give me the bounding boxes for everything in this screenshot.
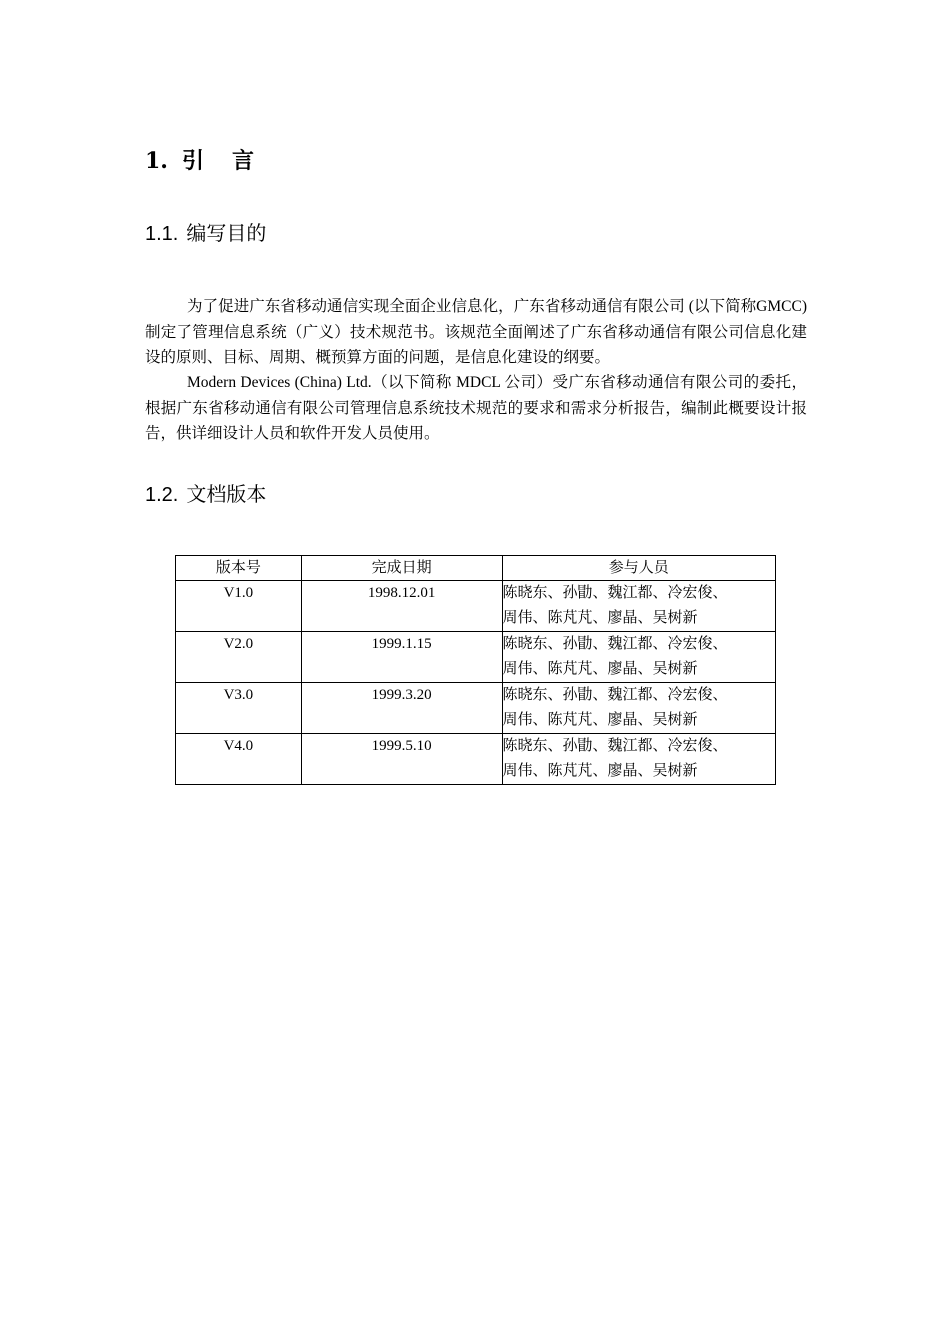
section-number: 1.: [145, 148, 168, 174]
subsection-number: 1.2.: [145, 484, 179, 506]
cell-people: [502, 632, 776, 683]
section-title-part2: 言: [231, 148, 254, 174]
cell-version: V4.0: [176, 734, 302, 785]
people-line-2: 周伟、陈芃芃、廖晶、吴树新: [502, 763, 698, 779]
cell-date: 1999.1.15: [301, 632, 502, 683]
cell-date: 1998.12.01: [301, 581, 502, 632]
cell-date: 1999.5.10: [301, 734, 502, 785]
cell-version: V2.0: [176, 632, 302, 683]
purpose-paragraph-2: [145, 370, 807, 447]
cell-people: [502, 581, 776, 632]
section-heading-introduction: [145, 144, 254, 175]
subsection-title: 文档版本: [186, 484, 267, 506]
table-row: [176, 734, 776, 785]
people-line-1: 陈晓东、孙勖、魏江都、冷宏俊、: [502, 636, 728, 652]
subsection-number: 1.1.: [145, 223, 179, 245]
people-line-2: 周伟、陈芃芃、廖晶、吴树新: [502, 610, 698, 626]
table-row: [176, 683, 776, 734]
people-line-1: 陈晓东、孙勖、魏江都、冷宏俊、: [502, 738, 728, 754]
cell-date: 1999.3.20: [301, 683, 502, 734]
table-header-row: [176, 556, 776, 581]
cell-version: V3.0: [176, 683, 302, 734]
people-line-2: 周伟、陈芃芃、廖晶、吴树新: [502, 712, 698, 728]
version-table: [175, 555, 776, 785]
header-people: 参与人员: [502, 556, 776, 581]
subsection-heading-purpose: [145, 217, 266, 246]
paragraph-text: Modern Devices (China) Ltd.（以下简称 MDCL 公司）受广东省移动通信有限公司的委托，根据广东省移动通信有限公司管理信息系统技术规范的要求和需求分析报告，编制此概要设计报告，供详细设计人员和软件开发人员使用。: [145, 374, 807, 442]
people-line-1: 陈晓东、孙勖、魏江都、冷宏俊、: [502, 687, 728, 703]
people-line-1: 陈晓东、孙勖、魏江都、冷宏俊、: [502, 585, 728, 601]
cell-people: [502, 683, 776, 734]
cell-version: V1.0: [176, 581, 302, 632]
people-line-2: 周伟、陈芃芃、廖晶、吴树新: [502, 661, 698, 677]
purpose-paragraph-1: [145, 294, 807, 371]
subsection-title: 编写目的: [186, 223, 267, 245]
paragraph-text: 为了促进广东省移动通信实现全面企业信息化，广东省移动通信有限公司 (以下简称GMCC)制定了管理信息系统（广义）技术规范书。该规范全面阐述了广东省移动通信有限公司信息化建设的原则、目标、周期、概预算方面的问题，是信息化建设的纲要。: [145, 298, 807, 366]
cell-people: [502, 734, 776, 785]
header-date: 完成日期: [301, 556, 502, 581]
table-row: [176, 632, 776, 683]
section-title-part1: 引: [181, 148, 232, 174]
header-version: 版本号: [176, 556, 302, 581]
table-row: [176, 581, 776, 632]
subsection-heading-versions: [145, 478, 266, 507]
